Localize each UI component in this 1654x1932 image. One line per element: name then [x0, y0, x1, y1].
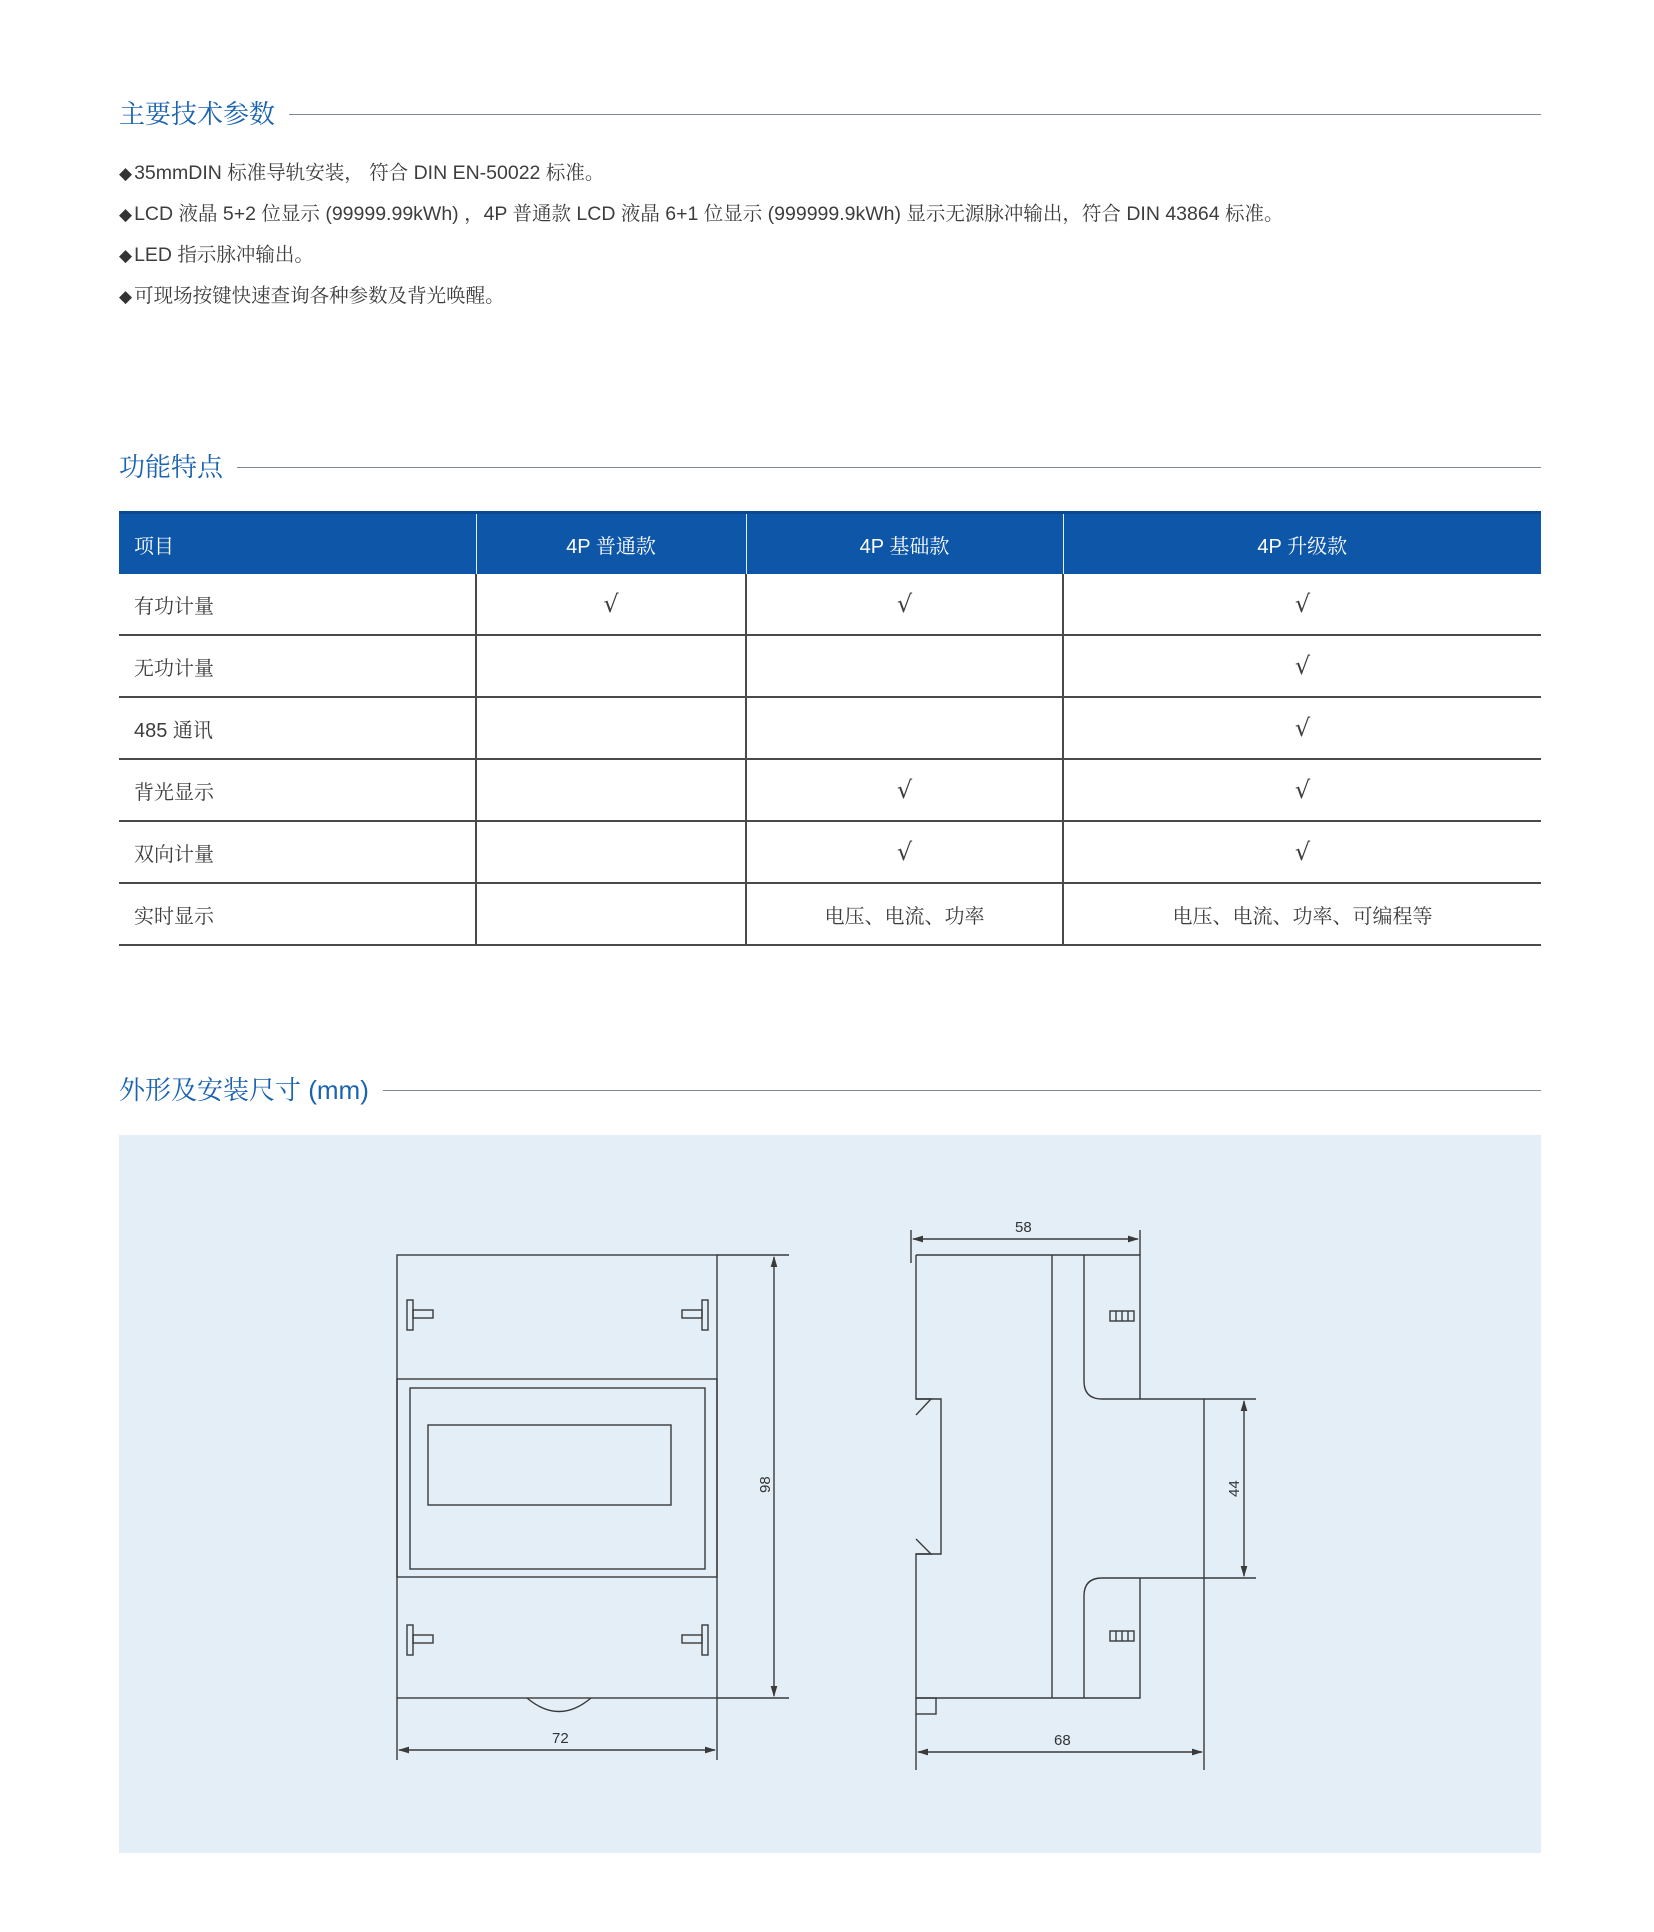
front-window [397, 1379, 717, 1577]
row-label: 485 通讯 [119, 697, 476, 759]
section-divider [383, 1090, 1541, 1091]
clip-icon [682, 1625, 708, 1655]
dim-label-68: 68 [1054, 1732, 1071, 1749]
check-mark: √ [746, 759, 1063, 821]
section-title-specs-text: 主要技术参数 [119, 99, 276, 129]
check-mark: √ [746, 574, 1063, 635]
section-title-dimensions-text: 外形及安装尺寸 (mm) [119, 1075, 369, 1105]
diamond-bullet-icon: ◆ [119, 287, 133, 306]
section-title-dimensions [119, 1077, 1541, 1103]
slot-icon [1110, 1311, 1134, 1321]
slot-icon [1110, 1631, 1134, 1641]
section-title-specs [119, 101, 1541, 127]
table-row [119, 883, 1541, 945]
check-mark: √ [746, 821, 1063, 883]
table-row [119, 635, 1541, 697]
lcd-screen [428, 1425, 671, 1505]
table-row [119, 759, 1541, 821]
check-mark [476, 821, 746, 883]
diamond-bullet-icon: ◆ [119, 246, 133, 265]
check-mark: √ [1063, 759, 1541, 821]
dim-label-98: 98 [757, 1476, 774, 1493]
clip-icon [407, 1300, 433, 1330]
header-4p-basic: 4P 基础款 [746, 513, 1063, 575]
feature-table [119, 511, 1541, 946]
table-row [119, 697, 1541, 759]
row-label: 实时显示 [119, 883, 476, 945]
spec-list [119, 153, 1283, 317]
dim-label-58: 58 [1015, 1219, 1032, 1236]
check-mark [476, 759, 746, 821]
table-cell: 电压、电流、功率、可编程等 [1063, 883, 1541, 945]
front-view-drawing [397, 1255, 789, 1760]
table-header-row [119, 513, 1541, 575]
section-title-features-text: 功能特点 [119, 452, 224, 482]
table-row [119, 574, 1541, 635]
dim-label-44: 44 [1226, 1480, 1243, 1497]
rail-notch [916, 1399, 931, 1415]
section-divider [289, 114, 1541, 115]
table-cell: 电压、电流、功率 [746, 883, 1063, 945]
check-mark: √ [1063, 574, 1541, 635]
side-outline [916, 1255, 1204, 1698]
spec-item: ◆ 可现场按键快速查询各种参数及背光唤醒。 [119, 276, 1283, 317]
check-mark [746, 635, 1063, 697]
front-outline [397, 1255, 717, 1698]
row-label: 有功计量 [119, 574, 476, 635]
dimension-drawing-panel [119, 1135, 1541, 1853]
table-cell [476, 883, 746, 945]
section-title-features [119, 454, 1541, 480]
dim-label-72: 72 [552, 1730, 569, 1747]
clip-icon [407, 1625, 433, 1655]
spec-item: ◆ LCD 液晶 5+2 位显示 (99999.99kWh) ，4P 普通款 LCD 液晶 6+1 位显示 (999999.9kWh) 显示无源脉冲输出，符合 DIN 43864 标准。 [119, 194, 1283, 235]
row-label: 无功计量 [119, 635, 476, 697]
section-divider [237, 467, 1541, 468]
front-window-inner [410, 1388, 705, 1569]
check-mark [746, 697, 1063, 759]
check-mark: √ [476, 574, 746, 635]
check-mark: √ [1063, 635, 1541, 697]
check-mark [476, 697, 746, 759]
foot-tab [916, 1698, 936, 1714]
diamond-bullet-icon: ◆ [119, 205, 133, 224]
check-mark [476, 635, 746, 697]
spec-item: ◆ LED 指示脉冲输出。 [119, 235, 1283, 276]
clip-icon [682, 1300, 708, 1330]
header-4p-upgrade: 4P 升级款 [1063, 513, 1541, 575]
header-item: 项目 [119, 513, 476, 575]
spec-item: ◆ 35mmDIN 标准导轨安装， 符合 DIN EN-50022 标准。 [119, 153, 1283, 194]
header-4p-standard: 4P 普通款 [476, 513, 746, 575]
dimension-drawing [119, 1135, 1541, 1853]
row-label: 背光显示 [119, 759, 476, 821]
table-row [119, 821, 1541, 883]
check-mark: √ [1063, 821, 1541, 883]
rail-notch [916, 1539, 931, 1554]
bottom-tab [527, 1698, 591, 1712]
diamond-bullet-icon: ◆ [119, 164, 133, 183]
check-mark: √ [1063, 697, 1541, 759]
row-label: 双向计量 [119, 821, 476, 883]
side-view-drawing [911, 1219, 1256, 1770]
